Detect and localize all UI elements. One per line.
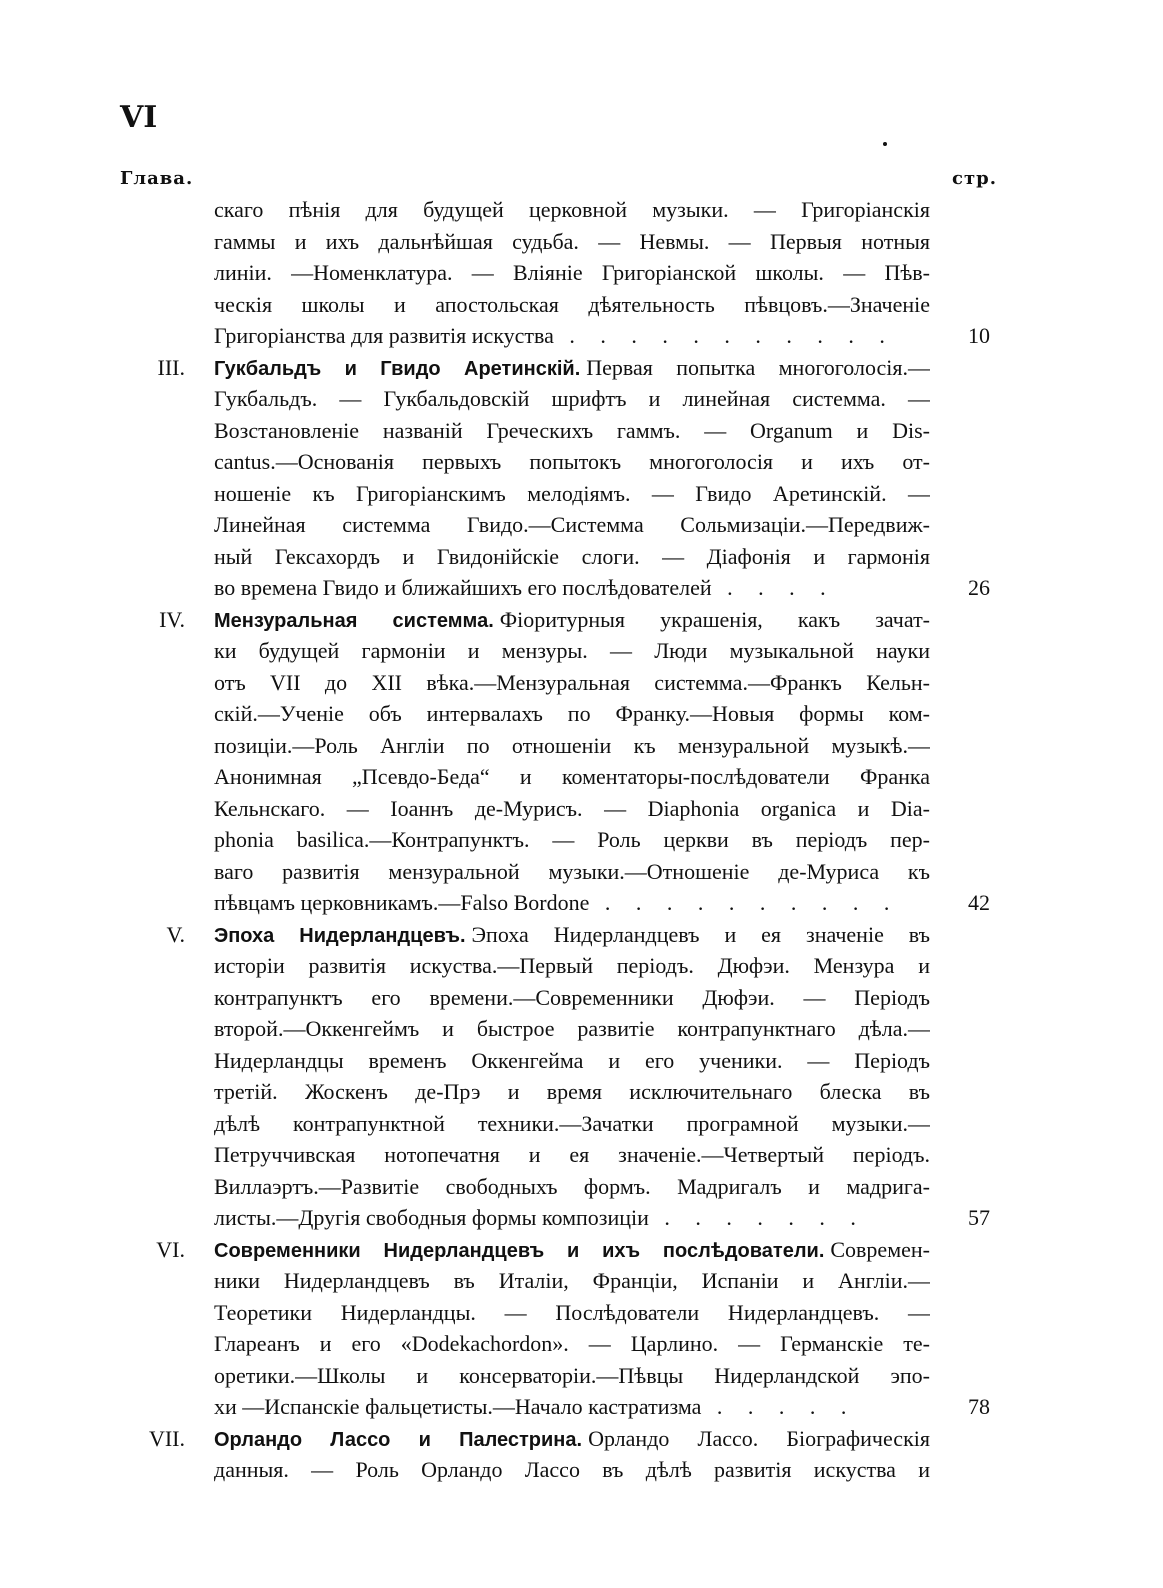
entry-text [214,320,930,352]
entry-text: Возстановленіе названій Греческихъ гаммъ. — Organum и Dis- [214,417,930,443]
entry-text: ки будущей гармоніи и мензуры. — Люди музыкальной науки [214,638,930,663]
toc-line [0,698,1163,730]
page-ref: 57 [968,1205,990,1230]
dot-leader: . . . . [711,575,836,600]
entry-text: Анонимная „Псевдо-Беда“ и коментаторы-послѣдователи Франка [214,764,930,789]
entry-text: cantus.—Основанія первыхъ попытокъ многоголосія и ихъ от- [214,449,930,474]
entry-text [184,1423,930,1457]
page-ref: 10 [968,323,990,348]
toc-line [0,856,1163,888]
toc-line [0,1297,1163,1329]
chapter-numeral: VII. [148,1425,185,1451]
toc-line [0,982,1163,1014]
chapter-title: Орландо Лассо и Палестрина. [214,1428,583,1451]
toc-entry-first-line [0,1423,1163,1455]
entry-text: позиціи.—Роль Англіи по отношеніи къ мензуральной музыкѣ.— [214,732,930,758]
entry-text-end: пѣвцамъ церковникамъ.—Falso Bordone [214,890,590,915]
dot-leader: . . . . . . . . . . [589,890,900,915]
toc-line [0,509,1163,541]
entry-text: отъ VII до XII вѣка.—Мензуральная системма.—Франкъ Кельн- [214,669,930,695]
toc-line [0,793,1163,825]
toc-line [0,194,1163,226]
toc-line [0,478,1163,510]
toc-line [0,1265,1163,1297]
entry-text: дѣлѣ контрапунктной техники.—Зачатки програмной музыки.— [214,1110,930,1136]
entry-text-end: хи —Испанскіе фальцетисты.—Начало кастратизма [214,1394,702,1419]
entry-text [214,887,930,919]
entry-text: линіи. —Номенклатура. — Вліяніе Григоріанской школы. — Пѣв- [214,260,930,285]
page-ref: 26 [968,575,990,600]
chapter-numeral: III. [157,354,185,380]
entry-text: Гукбальдъ. — Гукбальдовскій шрифтъ и линейная системма. — [214,386,930,411]
entry-text: Линейная системма Гвидо.—Системма Сольмизаціи.—Передвиж- [214,512,930,537]
entry-text [184,352,930,386]
toc-line [0,1328,1163,1360]
toc-line [0,226,1163,258]
page-ref: 78 [968,1394,990,1419]
dot-leader: . . . . . . . [648,1205,866,1230]
toc-entry-last-line [0,320,1163,352]
entry-text: ники Нидерландцевъ въ Италіи, Франціи, Испаніи и Англіи.— [214,1268,930,1293]
chapter-column-header: Глава. [120,168,194,189]
toc-entry-first-line [0,604,1163,636]
entry-text-end: во времена Гвидо и ближайшихъ его послѣдователей [214,575,712,600]
toc-line [0,1454,1163,1486]
chapter-title: Гукбальдъ и Гвидо Аретинскій. [214,357,581,380]
toc-line [0,950,1163,982]
entry-text: исторіи развитія искуства.—Первый періодъ. Дюфэи. Мензура и [214,953,930,978]
toc-line [0,1045,1163,1077]
entry-text [184,919,930,953]
chapter-title: Мензуральная системма. [214,609,494,632]
entry-text: второй.—Оккенгеймъ и быстрое развитіе контрапунктнаго дѣла.— [214,1016,930,1041]
table-of-contents [0,194,1163,1486]
entry-text [214,1391,930,1423]
toc-line [0,1108,1163,1140]
entry-text: Кельнскаго. — Іоаннъ де-Мурисъ. — Diaphonia organica и Dia- [214,795,930,821]
entry-text: оретики.—Школы и консерваторіи.—Пѣвцы Нидерландской эпо- [214,1362,930,1388]
entry-text [214,572,930,604]
toc-line [0,289,1163,321]
toc-line [0,1139,1163,1171]
entry-text: третій. Жоскенъ де-Прэ и время исключительнаго блеска въ [214,1079,930,1104]
toc-line [0,541,1163,573]
entry-text: данныя. — Роль Орландо Лассо въ дѣлѣ развитія искуства и [214,1457,930,1482]
chapter-numeral: VI. [156,1236,185,1262]
entry-text: phonia basilica.—Контрапунктъ. — Роль церкви въ періодъ пер- [214,827,930,852]
chapter-numeral: IV. [159,606,185,632]
dot-leader: . . . . . [701,1394,857,1419]
entry-text [184,604,930,638]
toc-line [0,824,1163,856]
page-ref: 42 [968,890,990,915]
entry-text: ваго развитія мензуральной музыки.—Отношеніе де-Муриса къ [214,858,930,884]
entry-text-rest: Эпоха Нидерландцевъ и ея значеніе въ [471,921,930,947]
toc-line [0,667,1163,699]
entry-text: контрапунктъ его времени.—Современники Дюфэи. — Періодъ [214,984,930,1010]
toc-line [0,257,1163,289]
page-number: VI [120,100,158,135]
chapter-title: Эпоха Нидерландцевъ. [214,924,466,947]
entry-text: скаго пѣнія для будущей церковной музыки. — Григоріанскія [214,197,930,222]
entry-text-end: Григоріанства для развитія искуства [214,323,554,348]
entry-text-end: листы.—Другія свободныя формы композиціи [214,1205,649,1230]
toc-entry-first-line [0,919,1163,951]
toc-entry-last-line [0,572,1163,604]
toc-line [0,1171,1163,1203]
entry-text: гаммы и ихъ дальнѣйшая судьба. — Невмы. — Первыя нотныя [214,228,930,254]
entry-text: Нидерландцы временъ Оккенгейма и его ученики. — Періодъ [214,1047,930,1073]
dot-leader: . . . . . . . . . . . [553,323,895,348]
entry-text: Петруччивская нотопечатня и ея значеніе.—Четвертый періодъ. [214,1142,930,1167]
toc-line [0,415,1163,447]
entry-text: ный Гексахордъ и Гвидонійскіе слоги. — Діафонія и гармонія [214,543,930,569]
toc-line [0,446,1163,478]
entry-text-rest: Фіоритурныя украшенія, какъ зачат- [499,606,930,632]
toc-entry-first-line [0,352,1163,384]
toc-line [0,730,1163,762]
entry-text-rest: Современ- [830,1236,930,1262]
toc-entry-last-line [0,1202,1163,1234]
toc-line [0,761,1163,793]
toc-line [0,1013,1163,1045]
toc-line [0,1076,1163,1108]
chapter-title: Современники Нидерландцевъ и ихъ послѣдователи. [214,1239,825,1262]
ink-speck [883,142,887,146]
entry-text [184,1234,930,1268]
entry-text: Виллаэртъ.—Развитіе свободныхъ формъ. Мадригалъ и мадрига- [214,1173,930,1199]
entry-text: ческія школы и апостольская дѣятельность пѣвцовъ.—Значеніе [214,291,930,317]
entry-text: скій.—Ученіе объ интервалахъ по Франку.—Новыя формы ком- [214,701,930,726]
entry-text: Глареанъ и его «Dodekachordon». — Царлино. — Германскіе те- [214,1331,930,1356]
entry-text [214,1202,930,1234]
toc-entry-last-line [0,887,1163,919]
entry-text-rest: Первая попытка многоголосія.— [586,354,930,380]
entry-text-rest: Орландо Лассо. Біографическія [588,1425,930,1451]
chapter-numeral: V. [166,921,185,947]
toc-entry-last-line [0,1391,1163,1423]
toc-line [0,1360,1163,1392]
entry-text: ношеніе къ Григоріанскимъ мелодіямъ. — Гвидо Аретинскій. — [214,480,930,506]
toc-entry-first-line [0,1234,1163,1266]
entry-text: Теоретики Нидерландцы. — Послѣдователи Нидерландцевъ. — [214,1299,930,1325]
page-column-header: стр. [952,168,997,189]
toc-line [0,383,1163,415]
toc-line [0,635,1163,667]
